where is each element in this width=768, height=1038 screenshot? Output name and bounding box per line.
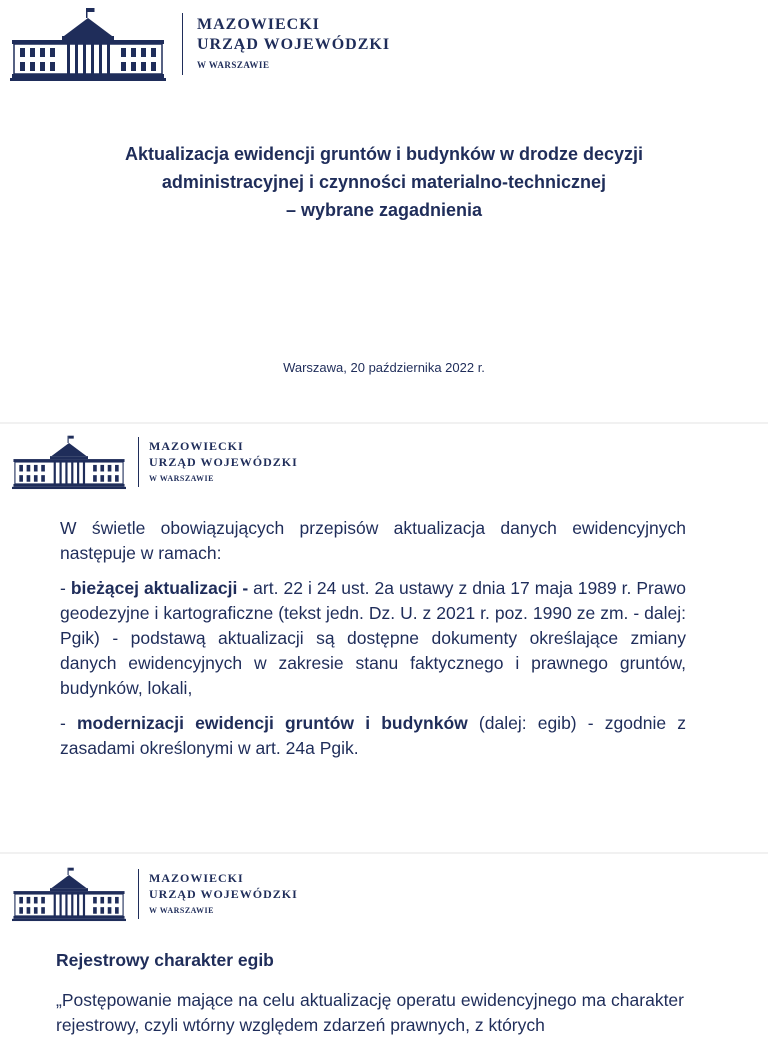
list-item-current-update [60,576,686,701]
item-term: modernizacji ewidencji gruntów i budynków [76,713,468,733]
palace-building-icon [10,6,166,82]
logo-line-2: URZĄD WOJEWÓDZKI [149,887,298,901]
presentation-title [60,140,708,224]
item-text: (dalej: egib) - zgodnie z zasadami określonymi w art. 24a Pgik. [60,713,686,758]
date-place: Warszawa, 20 października 2022 r. [283,360,485,375]
logo-line-3: W WARSZAWIE [197,60,270,70]
intro-paragraph: W świetle obowiązujących przepisów aktualizacja danych ewidencyjnych następuje w ramach: [60,518,686,563]
logo-line-1: MAZOWIECKI [149,871,244,885]
title-line-1: Aktualizacja ewidencji gruntów i budynków w drodze decyzji [124,144,644,164]
institution-logo [10,6,390,82]
title-line-2: administracyjnej i czynności materialno-technicznej [161,172,607,192]
logo-line-3: W WARSZAWIE [149,474,215,483]
slide-divider [0,422,768,424]
institution-logo [12,434,298,490]
logo-line-1: MAZOWIECKI [149,439,244,453]
title-line-3: – wybrane zagadnienia [285,200,483,220]
item-term: bieżącej aktualizacji - [70,578,249,598]
institution-logo [12,866,298,922]
item-dash: - [60,713,77,733]
slide-body [60,516,686,771]
section-heading: Rejestrowy charakter egib [56,950,274,970]
slide-divider [0,852,768,854]
logo-line-1: MAZOWIECKI [197,16,320,33]
slide-title [0,0,768,414]
slide-register-character [0,864,768,1035]
palace-building-icon [12,866,126,922]
logo-line-2: URZĄD WOJEWÓDZKI [149,455,298,469]
windows [20,44,156,74]
item-text: art. 22 i 24 ust. 2a ustawy z dnia 17 maja 1989 r. Prawo geodezyjne i kartograficzne (tekst jedn. Dz. U. z 2021 r. poz. 1990 ze zm. - dalej: Pgik) - podstawą aktualizacji są dostępne dokumenty określające zmiany danych ewidencyjnych w zakresie stanu faktycznego i prawnego gruntów, budynków, lokali, [60,578,686,698]
palace-building-icon [12,434,126,490]
item-dash: - [60,578,71,598]
slide-update-modes [0,432,768,842]
list-item-modernization [60,711,686,761]
logo-line-2: URZĄD WOJEWÓDZKI [197,36,391,53]
logo-line-3: W WARSZAWIE [149,906,215,915]
quote-paragraph: „Postępowanie mające na celu aktualizację operatu ewidencyjnego ma charakter rejestrowy, czyli wtórny względem zdarzeń prawnych, z których [56,990,684,1035]
